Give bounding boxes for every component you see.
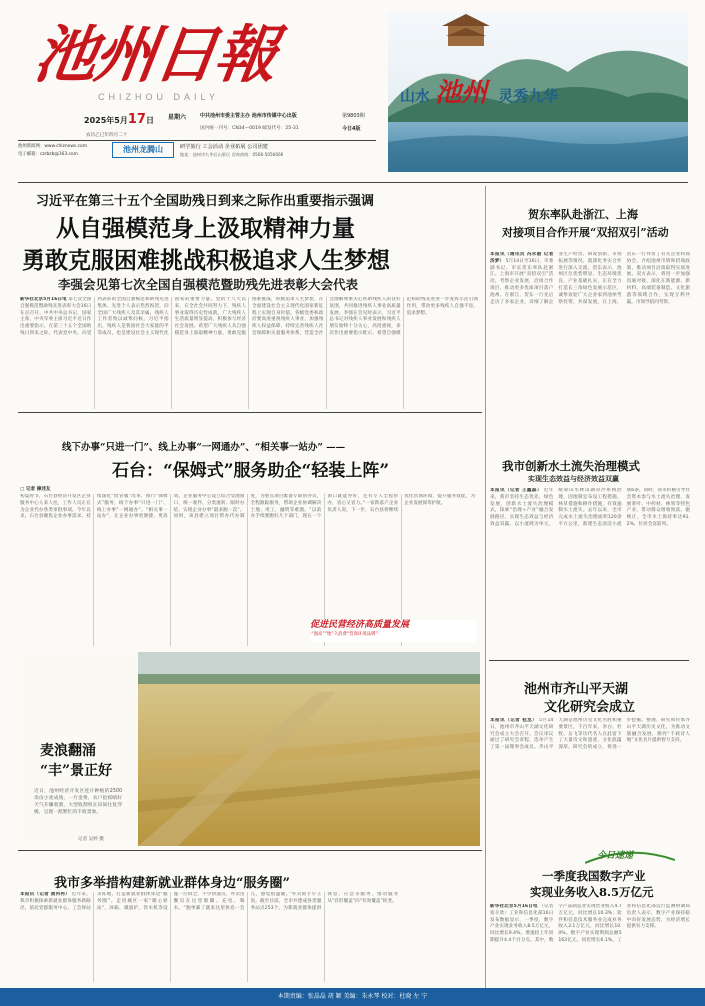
slogan-part1: 山水: [400, 87, 431, 105]
culture-source: 本报讯（记者 桂丞）: [490, 718, 538, 723]
banner-slogan: [400, 72, 558, 109]
he-source: 本报讯（通讯员 冯永毅 记者 汤梦）: [490, 252, 554, 264]
app-name: 池州龙腾山: [123, 145, 163, 154]
sidebar-vertical-rule: [485, 186, 486, 996]
sidebar-divider-1: [489, 660, 689, 661]
footer-text: 本期责编：张晶晶 胡 颖 美编：朱永琴 校对：杜晓 左 宁: [277, 993, 428, 1000]
jinri-headline-1: 一季度我国数字产业: [542, 869, 646, 883]
date-day: 17: [127, 112, 146, 127]
weekday: 星期六: [168, 114, 187, 121]
culture-body-text: 5月14日，池州市齐山平天湖文化研究会成立大会召开。会议审议通过了研究会章程，选举产生了第一届理事会成员。齐山平天湖是池州历史文化名胜和重要景区，千百年来，李白、杜牧、岳飞等历代名人在此留下了大量诗文和遗迹，文化底蕴深厚。研究会的成立，将进一步挖掘、整理、研究和传承齐山平天湖历史文化，为推动文旅融合发展、擦亮“千载诗人地”文化名片提供智力支持。: [490, 718, 690, 751]
employ-body: [20, 892, 475, 982]
photo-credit: 记者 吴婷 摄: [78, 837, 104, 842]
lead-divider: [18, 412, 482, 413]
lead-body-text: 第七次全国自强模范暨助残先进表彰大会16日在京召开。中共中央总书记、国家主席、中央军委主席习近平近日作出重要指示，在第三十五个全国助残日到来之际，代表党中央，向受到表彰的全国自强模范和助残先进集体、先进个人表示热烈祝贺，向全国广大残疾人及其亲属、残疾人工作者致以诚挚问候。习近平指出，残疾人是我国社会大家庭的平等成员，也是建设社会主义现代化国家的重要力量。党的十八大以来，在全社会共同努力下，残疾人事业取得历史性成就，广大残疾人生活质量明显提高，积极参与经济社会发展。希望广大残疾人从自强模范身上汲取精神力量，勇敢克服困难挑战，积极追求人生梦想，在全面建设社会主义现代化国家新征程上实现自身价值。各级党委和政府要高度重视残疾人事业，加强残疾人权益保障，持续完善残疾人社会保障和关爱服务体系，营造全社会理解尊重关心帮助残疾人的良好氛围，共同推进残疾人事业高质量发展。李强在会见时表示，习近平总书记对残疾人事业发展和残疾人朋友始终十分关心、高度重视，多次作出重要指示批示。希望自强模范和助残先进进一步发挥示范引领作用，带动更多残疾人自强不息、追求梦想。: [20, 297, 478, 336]
water-source: 本报讯（记者 王鑫磊）: [490, 488, 542, 493]
culture-body: [490, 718, 690, 830]
page-count: 今日4版: [342, 126, 361, 132]
jinri-label-box: [585, 848, 675, 864]
lead-subhead: 李强会见第七次全国自强模范暨助残先进表彰大会代表: [58, 277, 359, 292]
date-prefix: 2025年5月: [84, 116, 128, 125]
date-suffix: 日: [145, 116, 154, 125]
jinri-dateline: 新华社北京5月16日电: [490, 904, 538, 909]
jinri-body-text: （记者 张辛欣）工业和信息化部16日发布数据显示，一季度，数字产业实现业务收入8.5万亿元，同比增长9.4%，增速较上年同期提升4.4个百分点。其中，数字产品制造业实现营业收入4.7万亿元，同比增长10.3%；软件和信息技术服务业完成业务收入3.1万亿元，同比增长10.0%。数字产业实现利润总额5163亿元，同比增长6.1%。工业和信息化部运行监测协调局负责人表示，数字产业保持稳中向好发展态势，为经济增长提供有力支撑。: [490, 904, 690, 943]
feature-tag-title: 促进民营经济高质量发展: [310, 620, 410, 630]
logo-text: 池州日報: [29, 18, 281, 91]
feature-body-text: 初夏时节，石台县经济开发区企业服务中心人来人往，工作人员正在为企业代办各类审批事项。今年以来，石台县聚焦企业办事需求，持续深化“放管服”改革，推行“保姆式”服务，线下办事“只进一门”、线上办事“一网通办”、“相关事一站办”，让企业办事更便捷、更高效。企业服务中心设立综合受理窗口，统一收件、分类流转、限时办结，实现企业办事“最多跑一次”。同时，该县建立项目帮办代办制度，为重点项目配备专职帮办员，全程跟踪服务，帮助企业协调解决土地、用工、融资等难题。“以前办手续要跑好几个部门，现在一个窗口就能办好，还有专人全程帮办，省心又省力。”一家新落户企业负责人说。下一步，石台县将继续优化营商环境，提升服务效能，为企业发展保驾护航。: [20, 494, 475, 520]
email-line: 电子邮箱：czrbzb@163.com: [18, 152, 78, 157]
photo-divider: [18, 850, 482, 851]
photo-caption-text: 近日，池州经济开发区连片种植的2500余亩小麦成熟，一片金黄，农户抢抓晴好天气开镰收割，大型收割机在田间往复穿梭，呈现一派繁忙的丰收景象。: [34, 789, 122, 815]
lead-dateline: 新华社北京5月16日电: [20, 297, 67, 302]
employ-body-text: 近年来，我市积极探索新就业群体服务新路径，依托党群服务中心、工会驿站等阵地，打造新就业群体身边“服务圈”。走进城区一家“暖心驿站”，冰箱、微波炉、饮水机等设施一应俱全，不少快递员、外卖送餐员在这里歇脚、充电、喝水。“跑单累了就来这里休息一会儿，感觉很温暖。”外卖骑手小王说。截至目前，全市共建成各类服务站点253个，为新就业群体提供休息、应急等服务，推动服务从“有形覆盖”向“有效覆盖”转变。: [20, 892, 399, 911]
issue-number: 第9803期: [342, 113, 365, 119]
lead-body: [20, 297, 478, 409]
masthead: [0, 0, 705, 180]
jinri-headline-2: 实现业务收入8.5万亿元: [530, 885, 654, 899]
water-subhead: 实现生态效益与经济效益双赢: [528, 474, 619, 483]
website-line: 池州新闻网：www.chiznews.com: [18, 144, 87, 149]
photo-caption-title-2: “丰”景正好: [40, 763, 113, 779]
feature-tag: [310, 620, 476, 642]
cn-number: 国内统一刊号：CN34—0019 邮发代号：25-31: [200, 126, 299, 131]
water-body: [490, 488, 690, 654]
logo-pinyin: CHIZHOU DAILY: [98, 92, 219, 102]
feature-byline: □ 记者 操述友: [20, 487, 51, 492]
photo-caption-title-1: 麦浪翻涌: [40, 743, 96, 759]
app-name-box: [112, 142, 174, 158]
top-divider: [18, 182, 688, 183]
masthead-logo: [29, 18, 295, 92]
slogan-part2: 池州: [435, 78, 488, 108]
publisher: 中共池州市委主管主办 池州市传媒中心出版: [200, 113, 297, 119]
employ-byline: 本报讯（记者 黄冉冉）: [20, 892, 71, 897]
date-block: [84, 108, 168, 128]
feature-kicker: 线下办事“只进一门”、线上办事“一网通办”、“相关事一站办” ——: [62, 442, 346, 453]
lunar-date: 农历乙巳年四月二十: [86, 133, 128, 138]
photo-caption: [34, 788, 122, 834]
culture-headline-1: 池州市齐山平天湖: [524, 682, 629, 697]
jinri-label: 今日速递: [597, 851, 634, 861]
feature-tag-subtitle: ·“强高”“地”久消费“营商环境品牌”·: [310, 632, 380, 637]
water-headline: 我市创新水土流失治理模式: [502, 459, 640, 473]
address-line: 地址：池州市九华后山景区 咨询热线：0566-5056666: [180, 152, 284, 157]
jinri-body: [490, 904, 690, 980]
he-title-2: 对接项目合作开展“双招双引”活动: [502, 226, 669, 239]
lead-headline-1: 从自强模范身上汲取精神力量: [56, 215, 355, 242]
he-body: [490, 252, 690, 402]
water-body-text: 近年来，我市坚持生态优先、绿色发展，创新水土流失治理模式，探索“治理+产业”融合发展路径，实现生态效益与经济效益双赢。以小流域为单元，统筹山水林田湖草沙系统治理，因地制宜布设工程措施、林草措施和耕作措施，有效遏制水土流失。去年以来，全市完成水土流失治理面积120余平方公里，新建生态清洁小流域6条。同时，我市积极引导社会资本参与水土流失治理，发展茶叶、中药材、林果等特色产业，带动群众增收致富。据统计，全市水土保持率达91.2%，位居全省前列。: [490, 488, 690, 527]
footer-bar: [0, 988, 705, 1006]
slogan-part3: 灵秀九华: [498, 87, 559, 105]
app-features: 研学旅行 工会活动 企业拓展 公司团建: [180, 144, 268, 150]
he-title-1: 贺东率队赴浙江、上海: [528, 208, 638, 221]
feature-headline: 石台：“保姆式”服务助企“轻装上阵”: [112, 461, 390, 481]
masthead-rule: [18, 140, 376, 141]
lead-headline-2: 勇敢克服困难挑战积极追求人生梦想: [22, 247, 390, 274]
culture-headline-2: 文化研究会成立: [544, 700, 636, 715]
he-body-text: 5月14日至16日，市委副书记、市长贺东率队赴浙江、上海市开展“双招双引”活动，考察企业发展，洽谈合作项目，推动更多优质项目落户池州。在浙江，贺东一行先后走访了多家企业，详细了解企业生产经营、研发创新、市场拓展等情况，就深化务实合作进行深入交流。贺东表示，池州区位优势明显、生态环境优良、产业基础扎实，正在全力打造长三角绿色发展示范区，诚挚欢迎广大企业家到池州考察投资、共谋发展。在上海，贺东一行拜访了有关企业和商协会，介绍池州市情和招商政策，推动项目洽谈取得实质进展。双方表示，将进一步加强沟通对接，深化在新能源、新材料、高端装备制造、文化旅游等领域合作，实现互利共赢。市领导陪同考察。: [490, 252, 690, 305]
lead-kicker: 习近平在第三十五个全国助残日到来之际作出重要指示强调: [36, 194, 375, 209]
employ-headline: 我市多举措构建新就业群体身边“服务圈”: [54, 876, 290, 891]
